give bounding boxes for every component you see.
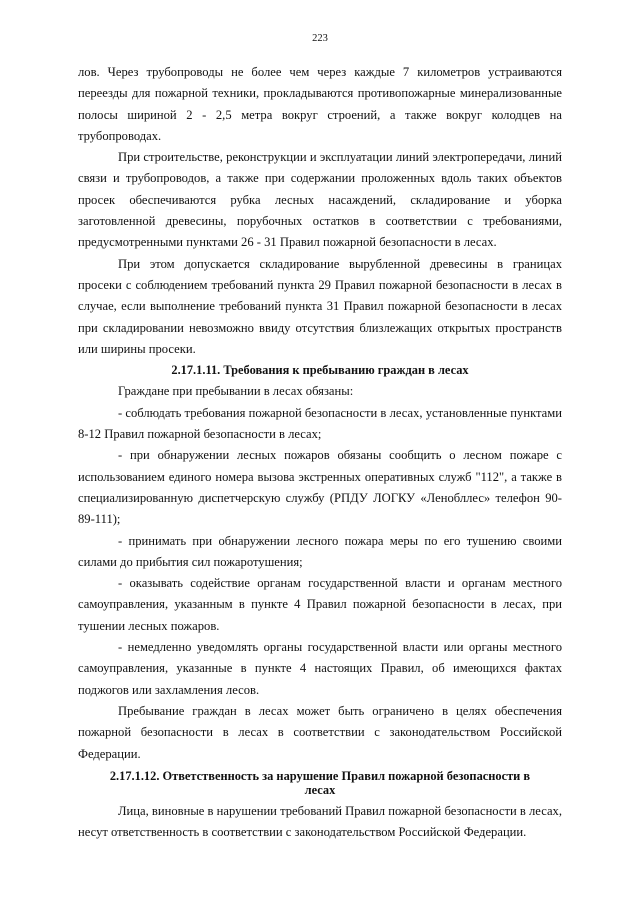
document-page — [78, 0, 562, 843]
page-number: 223 — [312, 33, 328, 44]
section-heading-citizens: 2.17.1.11. Требования к пребыванию граждан в лесах — [171, 363, 469, 378]
list-item-notify: - немедленно уведомлять органы государственной власти или органы местного самоуправления, указанные в пункте 4 настоящих Правил, об имеющихся фактах поджогов или захламления лесов. — [78, 640, 562, 697]
document-body — [78, 62, 562, 843]
list-item-extinguish: - принимать при обнаружении лесного пожара меры по его тушению своими силами до прибытия сил пожаротушения; — [78, 533, 562, 569]
paragraph-power-lines: При строительстве, реконструкции и эксплуатации линий электропередачи, линий связи и трубопроводов, а также при содержании проложенных вдоль таких объектов просек обеспечиваются рубка лесных насаждений, складирование и уборка заготовленной древесины, порубочных остатков в соответствии с требованиями, предусмотренными пунктами 26 - 31 Правил пожарной безопасности в лесах. — [78, 150, 562, 250]
paragraph-continuation: лов. Через трубопроводы не более чем через каждые 7 километров устраиваются переезды для пожарной техники, прокладываются противопожарные минерализованные полосы шириной 2 - 2,5 метра вокруг строений, а также вокруг колодцев на трубопроводах. — [78, 65, 562, 143]
paragraph-citizens-intro: Граждане при пребывании в лесах обязаны: — [118, 384, 354, 399]
paragraph-restriction: Пребывание граждан в лесах может быть ограничено в целях обеспечения пожарной безопасности в лесах в соответствии с законодательством Российской Федерации. — [78, 703, 562, 761]
section-heading-liability-line2: лесах — [304, 783, 336, 798]
paragraph-liability: Лица, виновные в нарушении требований Правил пожарной безопасности в лесах, несут ответственность в соответствии с законодательством Российской Федерации. — [78, 803, 562, 840]
list-item-observe-rules: - соблюдать требования пожарной безопасности в лесах, установленные пунктами 8-12 Правил пожарной безопасности в лесах; — [78, 405, 562, 442]
section-heading-liability-line1: 2.17.1.12. Ответственность за нарушение Правил пожарной безопасности в — [109, 768, 531, 783]
section-heading-liability — [78, 765, 562, 801]
list-item-assist: - оказывать содействие органам государственной власти и органам местного самоуправления, указанным в пункте 4 Правил пожарной безопасности в лесах, при тушении лесных пожаров. — [78, 576, 562, 633]
list-item-report-fire: - при обнаружении лесных пожаров обязаны сообщить о лесном пожаре с использованием единого номера вызова экстренных оперативных служб "112", а также в специализированную диспетчерскую службу (РПДУ ЛОГКУ «Ленобллес» телефон 90-89-111); — [78, 448, 562, 527]
paragraph-wood-storage: При этом допускается складирование вырубленной древесины в границах просеки с соблюдением требований пункта 29 Правил пожарной безопасности в лесах в случае, если выполнение требований пункта 31 Правил пожарной безопасности в лесах при складировании невозможно ввиду отсутствия близлежащих открытых пространств или ширины просеки. — [78, 256, 562, 356]
